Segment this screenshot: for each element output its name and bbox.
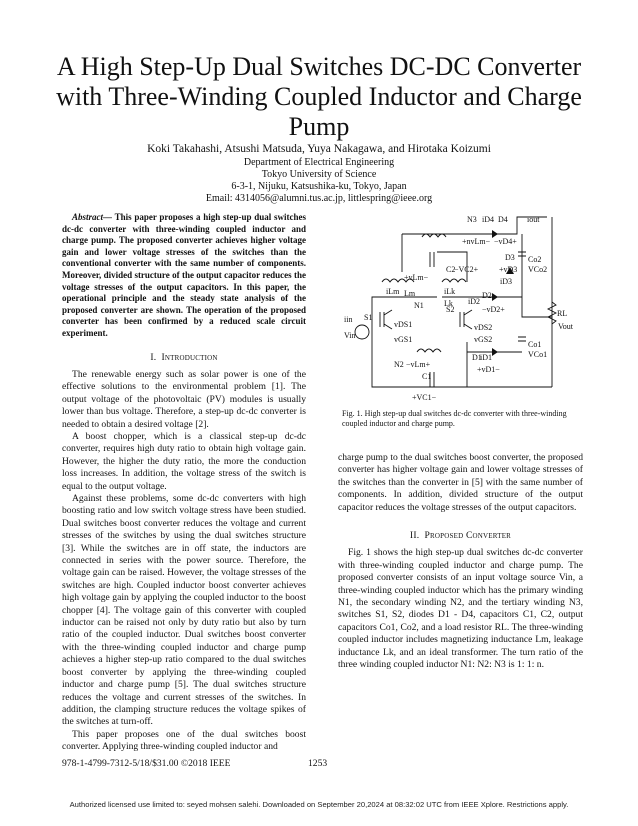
label-vc2: −VC2+ (454, 265, 479, 274)
page-number: 1253 (308, 758, 328, 769)
label-id3: iD3 (500, 277, 512, 286)
license-notice: Authorized licensed use limited to: seyed mohsen salehi. Downloaded on September 20,2024 at 08:32:02 UTC from IEEE Xplore. Restrictions apply. (69, 800, 569, 809)
left-column (62, 212, 306, 754)
label-s2: S2 (446, 305, 455, 314)
affiliation-address: 6-3-1, Nijuku, Katsushika-ku, Tokyo, Japan (231, 181, 407, 192)
label-rl: RL (557, 309, 568, 318)
co1-plates (518, 337, 526, 341)
right-column (338, 452, 583, 672)
label-vds2: vDS2 (474, 323, 493, 332)
label-vco1: VCo1 (528, 350, 548, 359)
vin-source (355, 325, 369, 339)
label-d2: D2 (482, 291, 492, 300)
label-lm: Lm (404, 289, 416, 298)
intro-paragraph: A boost chopper, which is a classical step-up dc-dc converter, requires high duty ratio to obtain high voltage gain. However, the higher the duty ratio, the more the conduction loss increases. In addition, the voltage stress of the switch is equal to the output voltage. (62, 430, 306, 492)
label-d4: D4 (498, 215, 508, 224)
n3-coil (422, 234, 446, 237)
paper-title: A High Step-Up Dual Switches DC-DC Converter with Three-Winding Coupled Inductor and Charge Pump (56, 52, 582, 141)
label-vd2: −vD2+ (482, 305, 505, 314)
d2-diode (492, 293, 498, 301)
label-c2: C2 (446, 265, 456, 274)
intro-paragraph: This paper proposes one of the dual switches boost converter. Applying three-winding coupled inductor and (62, 728, 306, 753)
lk-coil (442, 279, 466, 282)
proposed-converter-paragraph: Fig. 1 shows the high step-up dual switches dc-dc converter with three-winding coupled inductor and charge pump. The proposed converter consists of an input voltage source Vin, a three-winding coupled inductor which has the primary winding N1, the secondary winding N2, and the tertiary winding N3, switches S1, S2, diodes D1 - D4, capacitors C1, C2, output capacitors Co1, Co2, and a load resistor RL. The three-winding coupled inductor includes magnetizing inductance Lm, leakage inductance Lk, and an ideal transformer. The turn ratio of the three winding coupled inductor N1: N2: N3 is 1: 1: n. (338, 547, 583, 671)
label-vd3: +vD3 (499, 265, 518, 274)
label-co1: Co1 (528, 340, 542, 349)
label-id1: iD1 (480, 353, 492, 362)
label-vlm-bot: −vLm+ (406, 360, 431, 369)
affiliation-department: Department of Electrical Engineering (243, 157, 395, 168)
label-vgs1: vGS1 (394, 335, 413, 344)
intro-paragraph: Against these problems, some dc-dc converters with high boosting ratio and low switch voltage stress have been studied. Dual switches boost converter reduces the voltage and current stresses of the switches by using the dual switches structure [3]. While the switches are in off state, the inductors are connected in series with the power source. Therefore, the voltage gain can be raised. However, the voltage stresses of the switches are high. Coupled inductor boost converter achieves high voltage gain by applying the coupled inductor to the boost chopper [4]. The voltage gain of this converter with coupled inductor can be raised not only by duty ratio but also by turn ratio of the coupled inductor. Dual switches boost converter with the three-winding coupled inductor and charge pump achieves a higher step-up ratio compared to the dual switches boost converter by applying the three-winding coupled inductor and charge pump [5]. The dual switches structure reduces the voltage and current stresses of the switches. In addition, the clamping structure reduces the voltage spikes of the switches at turn-off. (62, 493, 306, 728)
circuit-diagram-figure (342, 212, 586, 404)
d1-diode (492, 348, 498, 356)
label-vd1: +vD1− (477, 365, 500, 374)
circuit-schematic (342, 212, 586, 404)
label-n1: N1 (414, 301, 424, 310)
label-n3: N3 (467, 215, 477, 224)
c2-branch (522, 234, 552, 317)
label-id4: iD4 (482, 215, 494, 224)
affiliation-university: Tokyo University of Science (261, 169, 377, 180)
label-co2: Co2 (528, 255, 542, 264)
label-vds1: vDS1 (394, 320, 413, 329)
figure-caption: Fig. 1. High step-up dual switches dc-dc converter with three-winding coupled inductor and charge pump. (342, 409, 567, 428)
s1-switch (380, 310, 392, 329)
diodes (492, 230, 514, 356)
label-iin: iin (344, 315, 353, 324)
abstract-label: Abstract— (72, 212, 113, 222)
section-title: Proposed Converter (424, 530, 512, 542)
abstract (62, 212, 306, 340)
label-vco2: VCo2 (528, 265, 548, 274)
s2-switch (460, 310, 472, 329)
section-title: Introduction (161, 351, 218, 363)
label-d3: D3 (505, 253, 515, 262)
label-vgs2: vGS2 (474, 335, 493, 344)
label-vlm-top: +vLm− (404, 273, 429, 282)
label-ilk: iLk (444, 287, 456, 296)
label-n2: N2 (394, 360, 404, 369)
label-id2: iD2 (468, 297, 480, 306)
label-nvlm: +nvLm− (462, 237, 491, 246)
label-vin: Vin (344, 331, 356, 340)
label-s1: S1 (364, 313, 373, 322)
label-vout: Vout (558, 322, 573, 331)
continuation-paragraph: charge pump to the dual switches boost converter, the proposed converter has higher voltage gain and lower voltage stresses of the switches than the converter in [5] with the same number of components. In addition, divided structure of the output capacitor reduces the voltage stresses of the output capacitors. (338, 452, 583, 513)
section-heading-introduction (62, 352, 306, 364)
footer-isbn: 978-1-4799-7312-5/18/$31.00 ©2018 IEEE (62, 758, 231, 769)
label-d1: D1 (472, 353, 482, 362)
n2-coil (417, 349, 441, 352)
label-vc1: +VC1− (412, 393, 437, 402)
author-list: Koki Takahashi, Atsushi Matsuda, Yuya Nakagawa, and Hirotaka Koizumi (147, 143, 491, 155)
label-iout: iout (527, 215, 540, 224)
label-ilm: iLm (386, 287, 400, 296)
label-vd4: −vD4+ (494, 237, 517, 246)
affiliation-email: Email: 4314056@alumni.tus.ac.jp, littlespring@ieee.org (205, 193, 433, 204)
section-number: II. (409, 530, 420, 542)
intro-paragraph: The renewable energy such as solar power is one of the effective solutions to the environmental problem [1]. The output voltage of the photovoltaic (PV) modules is usually lower than bus voltage. Therefore, a step-up dc-dc converter is needed to obtain a desired voltage [2]. (62, 368, 306, 430)
abstract-text: This paper proposes a high step-up dual switches dc-dc converter with three-winding coupled inductor and charge pump. The proposed converter achieves higher voltage gain and lower voltage stresses of the switches than the conventional converter with the same number of components. Moreover, divided structure of the output capacitor reduces the voltage stresses of the output capacitors. In this paper, the operational principle and the steady state analysis of the proposed converter are shown. The operation of the proposed converter has been confirmed by a reduced scale circuit experiment. (62, 212, 306, 338)
section-number: I. (150, 351, 157, 363)
label-lk: Lk (444, 299, 453, 308)
label-c1: C1 (422, 372, 432, 381)
section-heading-proposed-converter (338, 530, 583, 542)
c2-plates (430, 252, 434, 267)
